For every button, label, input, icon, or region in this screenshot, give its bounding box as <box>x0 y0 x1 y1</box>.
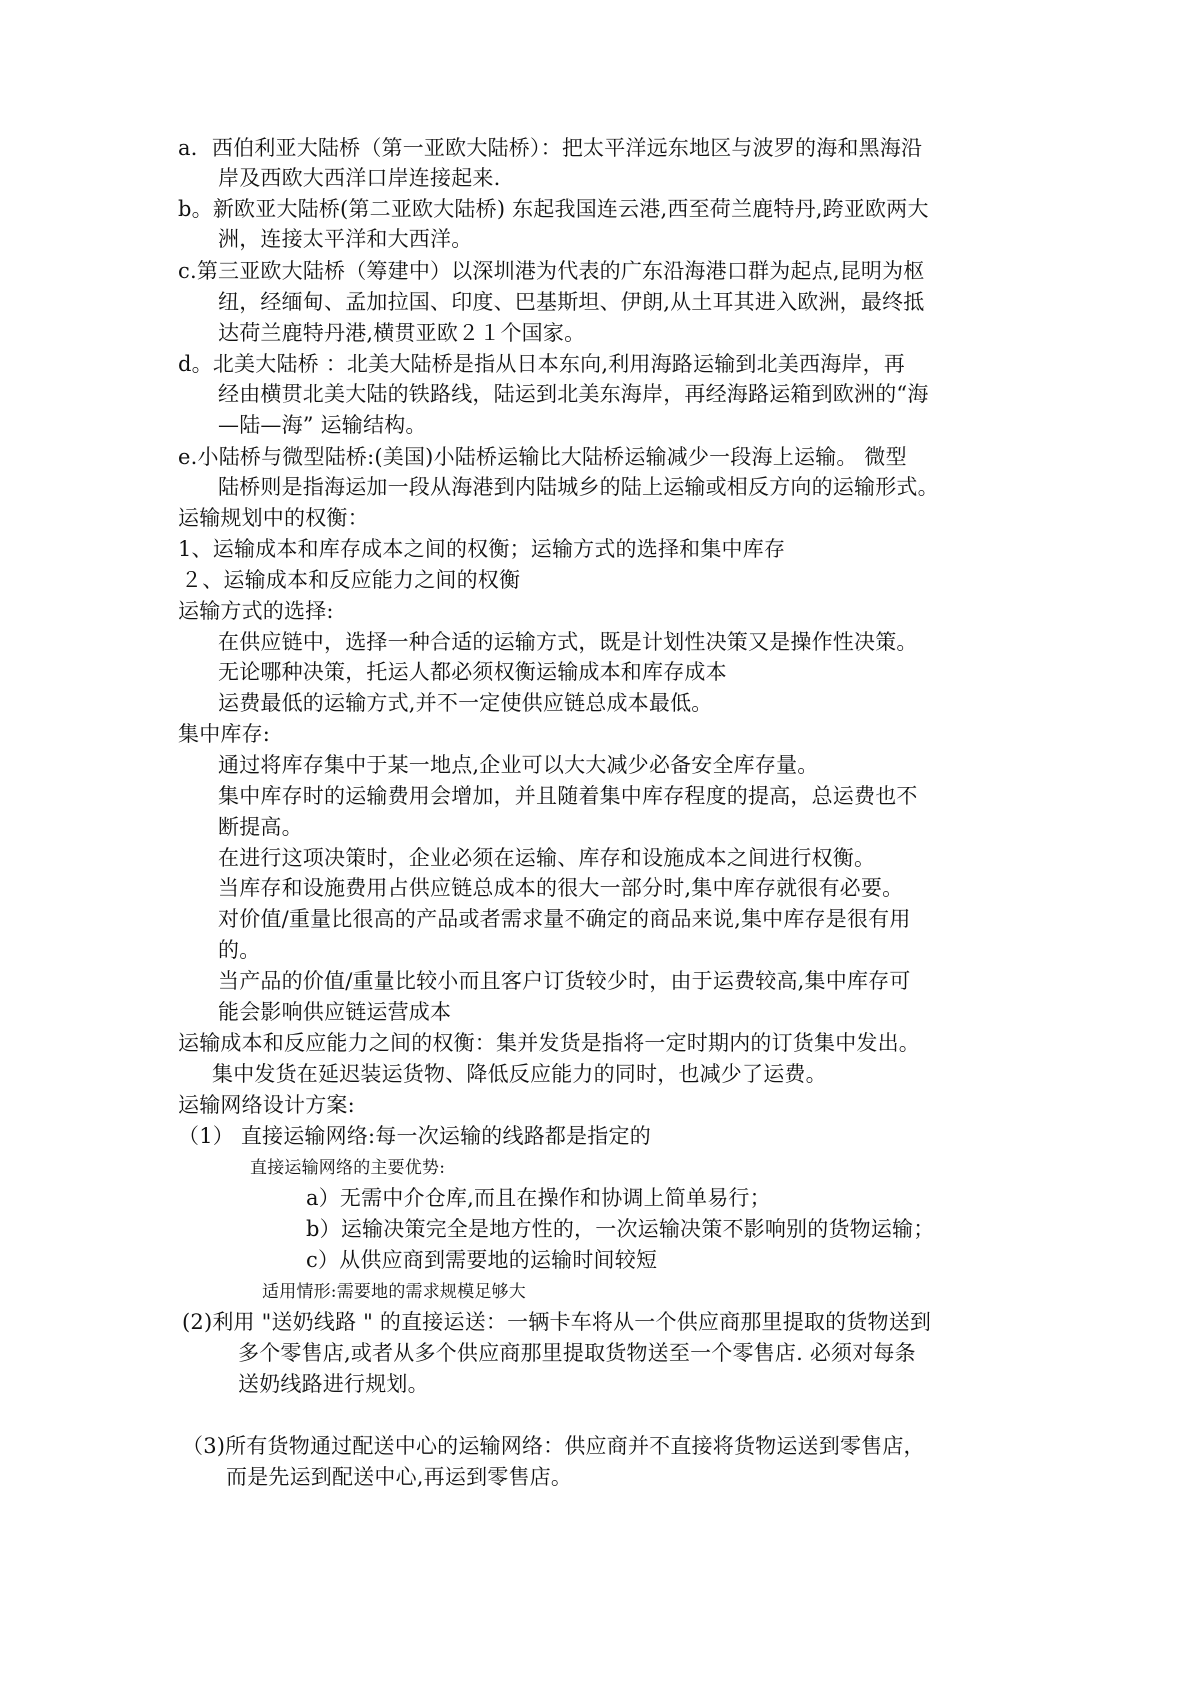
paragraph-line: e.小陆桥与微型陆桥:(美国)小陆桥运输比大陆桥运输减少一段海上运输。 微型 <box>178 445 907 469</box>
section-heading: 运输规划中的权衡： <box>178 506 369 530</box>
section-heading: 集中库存: <box>178 722 271 746</box>
paragraph-line: 岸及西欧大西洋口岸连接起来. <box>218 166 501 190</box>
paragraph-line: 洲，连接太平洋和大西洋。 <box>218 227 473 251</box>
paragraph-line: 适用情形:需要地的需求规模足够大 <box>262 1282 526 1302</box>
paragraph-line: 多个零售店,或者从多个供应商那里提取货物送至一个零售店. 必须对每条 <box>238 1341 916 1365</box>
sub-heading: 直接运输网络的主要优势: <box>250 1158 446 1178</box>
paragraph-line: ２、运输成本和反应能力之间的权衡 <box>181 568 521 592</box>
section-heading: 运输网络设计方案: <box>178 1093 355 1117</box>
paragraph-line: 当产品的价值/重量比较小而且客户订货较少时，由于运费较高,集中库存可 <box>218 969 911 993</box>
paragraph-line: 运费最低的运输方式,并不一定使供应链总成本最低。 <box>218 691 713 715</box>
list-item: c）从供应商到需要地的运输时间较短 <box>306 1248 658 1272</box>
paragraph-line: —陆—海” 运输结构。 <box>218 413 427 437</box>
paragraph-line: 断提高。 <box>218 815 303 839</box>
paragraph-line: 经由横贯北美大陆的铁路线，陆运到北美东海岸，再经海路运箱到欧洲的“海 <box>218 382 929 406</box>
paragraph-line: 在供应链中，选择一种合适的运输方式，既是计划性决策又是操作性决策。 <box>218 630 918 654</box>
paragraph-line: 无论哪种决策，托运人都必须权衡运输成本和库存成本 <box>218 660 727 684</box>
paragraph-line: 集中发货在延迟装运货物、降低反应能力的同时，也减少了运费。 <box>212 1062 827 1086</box>
section-heading: 运输方式的选择: <box>178 599 334 623</box>
paragraph-line: 能会影响供应链运营成本 <box>218 1000 452 1024</box>
paragraph-line: 运输成本和反应能力之间的权衡：集并发货是指将一定时期内的订货集中发出。 <box>178 1031 920 1055</box>
paragraph-line: 陆桥则是指海运加一段从海港到内陆城乡的陆上运输或相反方向的运输形式。 <box>218 475 939 499</box>
list-item: (2)利用 "送奶线路 " 的直接运送：一辆卡车将从一个供应商那里提取的货物送到 <box>182 1310 932 1334</box>
paragraph-line: 对价值/重量比很高的产品或者需求量不确定的商品来说,集中库存是很有用 <box>218 907 911 931</box>
list-item: a）无需中介仓库,而且在操作和协调上简单易行； <box>306 1186 771 1210</box>
paragraph-line: 通过将库存集中于某一地点,企业可以大大减少必备安全库存量。 <box>218 753 819 777</box>
paragraph-line: 当库存和设施费用占供应链总成本的很大一部分时,集中库存就很有必要。 <box>218 876 904 900</box>
paragraph-line: a．西伯利亚大陆桥（第一亚欧大陆桥）：把太平洋远东地区与波罗的海和黑海沿 <box>178 136 923 160</box>
paragraph-line: 在进行这项决策时，企业必须在运输、库存和设施成本之间进行权衡。 <box>218 846 876 870</box>
paragraph-line: 纽，经缅甸、孟加拉国、印度、巴基斯坦、伊朗,从土耳其进入欧洲，最终抵 <box>218 290 925 314</box>
list-item: b）运输决策完全是地方性的，一次运输决策不影响别的货物运输； <box>306 1217 935 1241</box>
paragraph-line: 送奶线路进行规划。 <box>238 1372 429 1396</box>
paragraph-line: b。新欧亚大陆桥(第二亚欧大陆桥) 东起我国连云港,西至荷兰鹿特丹,跨亚欧两大 <box>178 197 929 221</box>
paragraph-line: 1、运输成本和库存成本之间的权衡；运输方式的选择和集中库存 <box>178 537 786 561</box>
paragraph-line: 的。 <box>218 938 261 962</box>
list-item: （1） 直接运输网络:每一次运输的线路都是指定的 <box>178 1124 651 1148</box>
paragraph-line: 而是先运到配送中心,再运到零售店。 <box>226 1465 573 1489</box>
paragraph-line: 达荷兰鹿特丹港,横贯亚欧２１个国家。 <box>218 321 586 345</box>
paragraph-line: c.第三亚欧大陆桥（筹建中）以深圳港为代表的广东沿海港口群为起点,昆明为枢 <box>178 259 925 283</box>
paragraph-line: 集中库存时的运输费用会增加，并且随着集中库存程度的提高，总运费也不 <box>218 784 918 808</box>
paragraph-line: d。北美大陆桥 ：北美大陆桥是指从日本东向,利用海路运输到北美西海岸，再 <box>178 352 905 376</box>
list-item: （3)所有货物通过配送中心的运输网络：供应商并不直接将货物运送到零售店， <box>182 1434 925 1458</box>
